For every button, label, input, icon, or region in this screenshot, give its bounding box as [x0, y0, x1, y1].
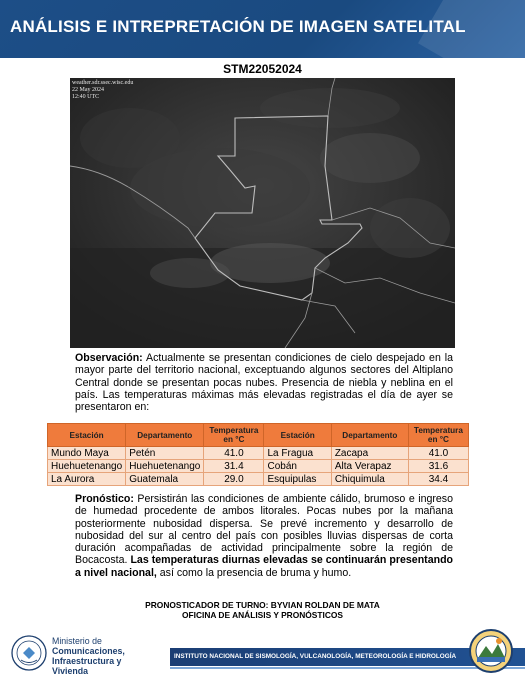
table-cell: 31.4: [204, 460, 264, 473]
forecast-text: Persistirán las condiciones de ambiente cálido, brumoso e ingreso de humedad procedente de ambos litorales. Pocas nubes por la mañana posteriormente nubosidad dispersa. Se prevé incremento y desarrollo de nubosidad del sur al centro del país con posibles lluvias dispersas de corta duración acompañadas de actividad principalmente sobre la región de Bocacosta.: [75, 493, 453, 567]
satellite-stamp-url: weather.sdr.ssec.wisc.edu: [72, 80, 134, 86]
page-title: ANÁLISIS E INTREPRETACIÓN DE IMAGEN SATELITAL: [10, 17, 466, 36]
observation-label: Observación:: [75, 352, 143, 364]
satellite-stamp: [72, 80, 133, 101]
table-cell: 31.6: [408, 460, 468, 473]
observation-paragraph: [75, 352, 453, 413]
forecast-bold-text: Las temperaturas diurnas elevadas se continuarán presentando a nivel nacional,: [75, 554, 454, 579]
col-header-temperature-2: Temperatura en °C: [408, 424, 468, 447]
satellite-image: [70, 78, 455, 348]
table-cell: 29.0: [204, 473, 264, 486]
table-cell: Mundo Maya: [48, 447, 126, 460]
table-cell: 34.4: [408, 473, 468, 486]
table-cell: 41.0: [204, 447, 264, 460]
table-row: [48, 460, 469, 473]
office-name: OFICINA DE ANÁLISIS Y PRONÓSTICOS: [181, 610, 343, 620]
ministry-line-1: Ministerio de: [52, 636, 102, 646]
table-cell: 41.0: [408, 447, 468, 460]
institute-name: INSTITUTO NACIONAL DE SISMOLOGÍA, VULCANOLOGÍA, METEOROLOGÍA E HIDROLOGÍA: [174, 653, 457, 660]
table-cell: Zacapa: [331, 447, 408, 460]
insivumeh-logo-icon: [468, 628, 514, 674]
table-cell: Alta Verapaz: [331, 460, 408, 473]
forecast-end-text: así como la presencia de bruma y humo.: [156, 566, 352, 579]
table-cell: Chiquimula: [331, 473, 408, 486]
table-cell: Guatemala: [126, 473, 204, 486]
forecaster-name: PRONOSTICADOR DE TURNO: BYVIAN ROLDAN DE MATA: [145, 600, 380, 610]
guatemala-seal-icon: [10, 632, 48, 674]
ministry-line-2: Comunicaciones,: [52, 646, 125, 656]
col-header-department: Departamento: [126, 424, 204, 447]
ministry-name: [52, 636, 125, 676]
forecast-paragraph: [75, 493, 453, 579]
table-cell: Petén: [126, 447, 204, 460]
table-header-row: [48, 424, 469, 447]
table-cell: Huehuetenango: [126, 460, 204, 473]
temperature-table: [47, 423, 469, 486]
table-cell: La Aurora: [48, 473, 126, 486]
ministry-line-4: Vivienda: [52, 666, 89, 676]
forecast-label: Pronóstico:: [75, 493, 134, 505]
col-header-department-2: Departamento: [331, 424, 408, 447]
ministry-line-3: Infraestructura y: [52, 656, 122, 666]
satellite-stamp-time: 12:40 UTC: [72, 94, 100, 100]
report-code: STM22052024: [223, 62, 302, 76]
table-row: [48, 447, 469, 460]
col-header-temperature: Temperatura en °C: [204, 424, 264, 447]
table-cell: La Fragua: [264, 447, 331, 460]
col-header-station: Estación: [48, 424, 126, 447]
col-header-station-2: Estación: [264, 424, 331, 447]
satellite-stamp-date: 22 May 2024: [72, 87, 104, 93]
table-cell: Esquipulas: [264, 473, 331, 486]
observation-text: Actualmente se presentan condiciones de cielo despejado en la mayor parte del territorio nacional, exceptuando algunos sectores del Altiplano Central donde se presentan pocas nubes. Presencia de niebla y neblina en el país. Las temperaturas máximas más elevadas registradas el día de ayer se presentaron en:: [75, 352, 453, 414]
table-cell: Huehuetenango: [48, 460, 126, 473]
table-row: [48, 473, 469, 486]
table-cell: Cobán: [264, 460, 331, 473]
